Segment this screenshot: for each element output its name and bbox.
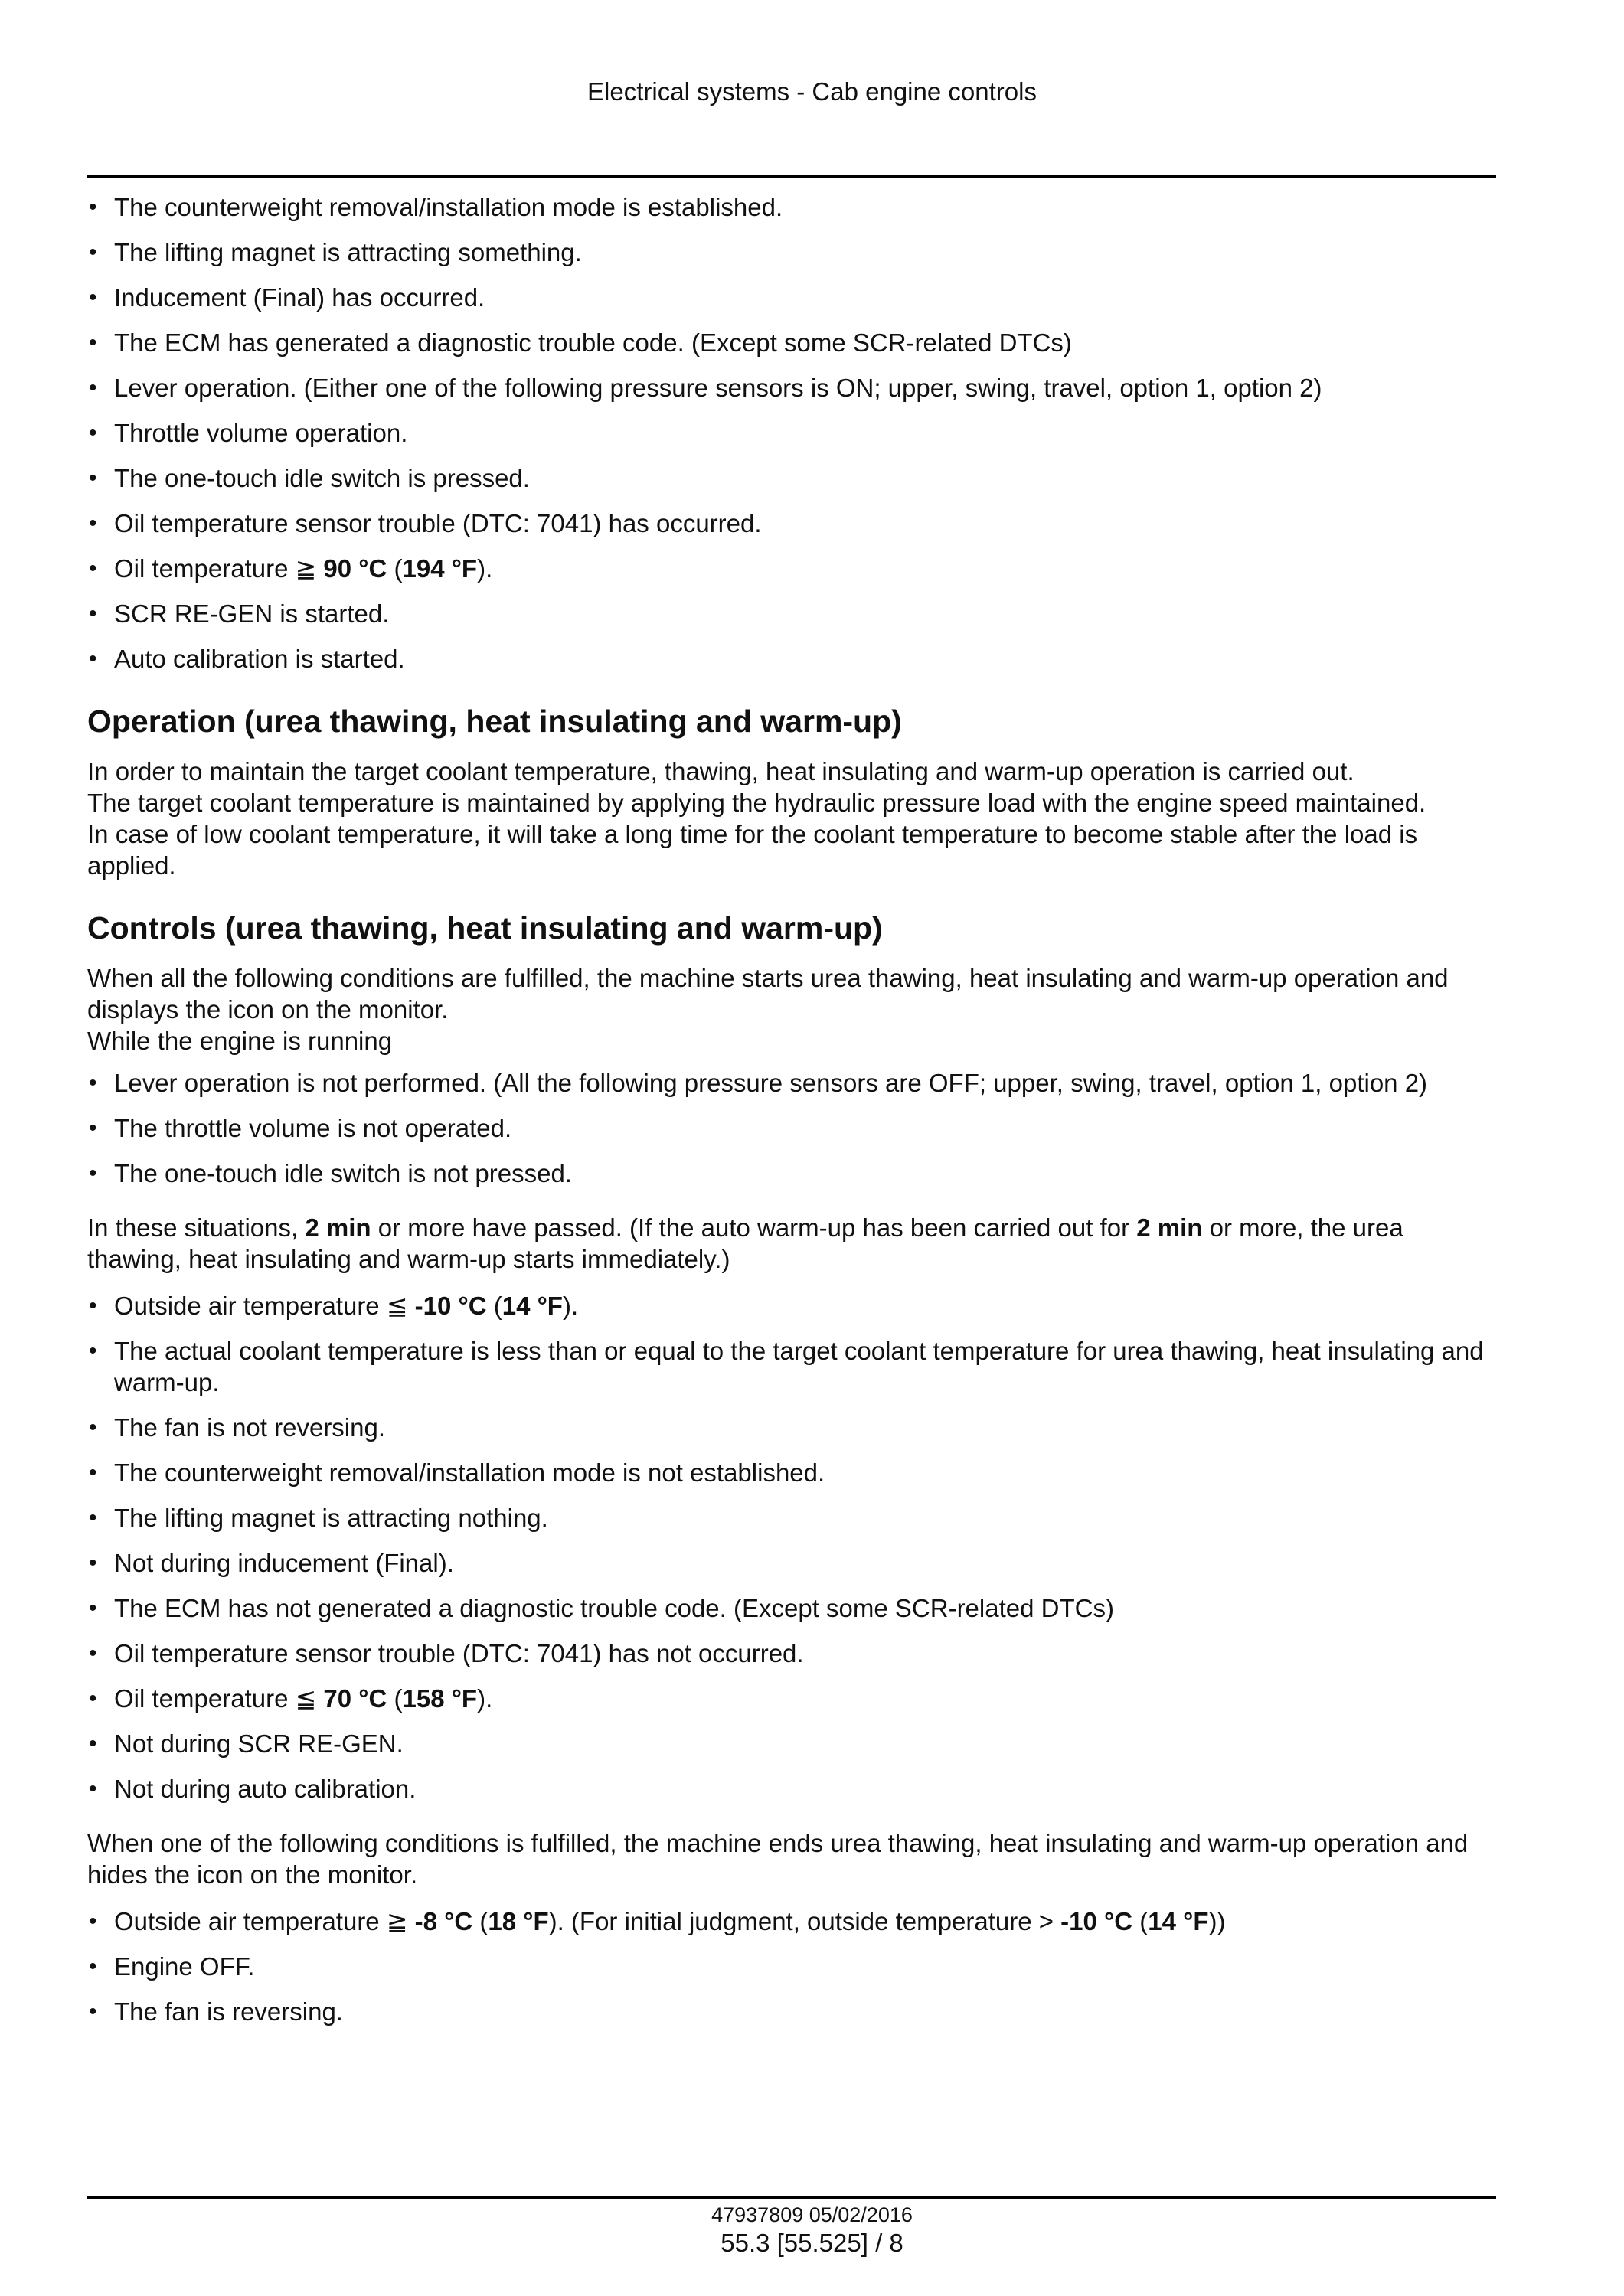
controls-intro: When all the following conditions are fulfilled, the machine starts urea thawing, heat insulating and warm-up operation and displays the icon on the monitor. While the engine is running	[87, 964, 1449, 1055]
list-item: • Lever operation. (Either one of the following pressure sensors is ON; upper, swing, travel, option 1, option 2)	[89, 374, 1322, 402]
conditions-list-start	[87, 1290, 1496, 1804]
conditions-list-1	[87, 191, 1496, 674]
list-item: • Outside air temperature ≧ -8 °C (18 °F). (For initial judgment, outside temperature > -10 °C (14 °F))	[89, 1907, 1226, 1935]
list-item: • The lifting magnet is attracting nothing.	[89, 1504, 548, 1532]
list-item: • The actual coolant temperature is less than or equal to the target coolant temperature for urea thawing, heat insulating and warm-up.	[89, 1337, 1484, 1396]
list-item: • Oil temperature ≧ 90 °C (194 °F).	[89, 554, 493, 583]
list-item: • Engine OFF.	[89, 1952, 255, 1981]
operation-paragraph: In order to maintain the target coolant temperature, thawing, heat insulating and warm-up operation is carried out. The target coolant temperature is maintained by applying the hydraulic pressure load with the engine speed maintained. In case of low coolant temperature, it will take a long time for the coolant temperature to become stable after the load is applied.	[87, 757, 1426, 880]
list-item: • The one-touch idle switch is pressed.	[89, 464, 530, 492]
list-item: • Lever operation is not performed. (All the following pressure sensors are OFF; upper, swing, travel, option 1, option 2)	[89, 1069, 1428, 1097]
list-item: • SCR RE-GEN is started.	[89, 599, 390, 628]
footer-document-id: 47937809 05/02/2016	[711, 2203, 913, 2226]
list-item: • Outside air temperature ≦ -10 °C (14 °F).	[89, 1292, 579, 1320]
list-item: • Inducement (Final) has occurred.	[89, 283, 485, 312]
page-header-title: Electrical systems - Cab engine controls	[587, 77, 1037, 106]
list-item: • Throttle volume operation.	[89, 419, 408, 447]
section-heading-controls: Controls (urea thawing, heat insulating and warm-up)	[87, 910, 883, 946]
end-conditions-intro: When one of the following conditions is fulfilled, the machine ends urea thawing, heat insulating and warm-up operation and hides the icon on the monitor.	[87, 1829, 1469, 1889]
list-item: • Auto calibration is started.	[89, 645, 405, 673]
list-item: • Oil temperature ≦ 70 °C (158 °F).	[89, 1684, 493, 1713]
list-item: • The one-touch idle switch is not pressed.	[89, 1159, 572, 1187]
footer-page-number: 55.3 [55.525] / 8	[721, 2229, 903, 2257]
list-item: • Not during inducement (Final).	[89, 1549, 454, 1577]
list-item: • Not during SCR RE-GEN.	[89, 1729, 404, 1758]
list-item: • Oil temperature sensor trouble (DTC: 7041) has not occurred.	[89, 1639, 804, 1667]
page-content	[87, 191, 1496, 2041]
situation-paragraph: In these situations, 2 min or more have passed. (If the auto warm-up has been carried out for 2 min or more, the urea thawing, heat insulating and warm-up starts immediately.)	[87, 1213, 1403, 1273]
list-item: • Oil temperature sensor trouble (DTC: 7041) has occurred.	[89, 509, 762, 537]
conditions-list-engine-running	[87, 1067, 1496, 1189]
list-item: • Not during auto calibration.	[89, 1775, 417, 1803]
list-item: • The throttle volume is not operated.	[89, 1114, 512, 1142]
footer-rule	[87, 2196, 1496, 2199]
list-item: • The lifting magnet is attracting something.	[89, 238, 582, 266]
list-item: • The counterweight removal/installation mode is established.	[89, 193, 783, 221]
list-item: • The counterweight removal/installation mode is not established.	[89, 1458, 825, 1487]
list-item: • The fan is not reversing.	[89, 1413, 386, 1442]
list-item: • The fan is reversing.	[89, 1997, 343, 2026]
conditions-list-end	[87, 1906, 1496, 2027]
section-heading-operation: Operation (urea thawing, heat insulating and warm-up)	[87, 704, 902, 739]
list-item: • The ECM has not generated a diagnostic trouble code. (Except some SCR-related DTCs)	[89, 1594, 1114, 1622]
header-rule	[87, 175, 1496, 178]
list-item: • The ECM has generated a diagnostic trouble code. (Except some SCR-related DTCs)	[89, 328, 1072, 357]
